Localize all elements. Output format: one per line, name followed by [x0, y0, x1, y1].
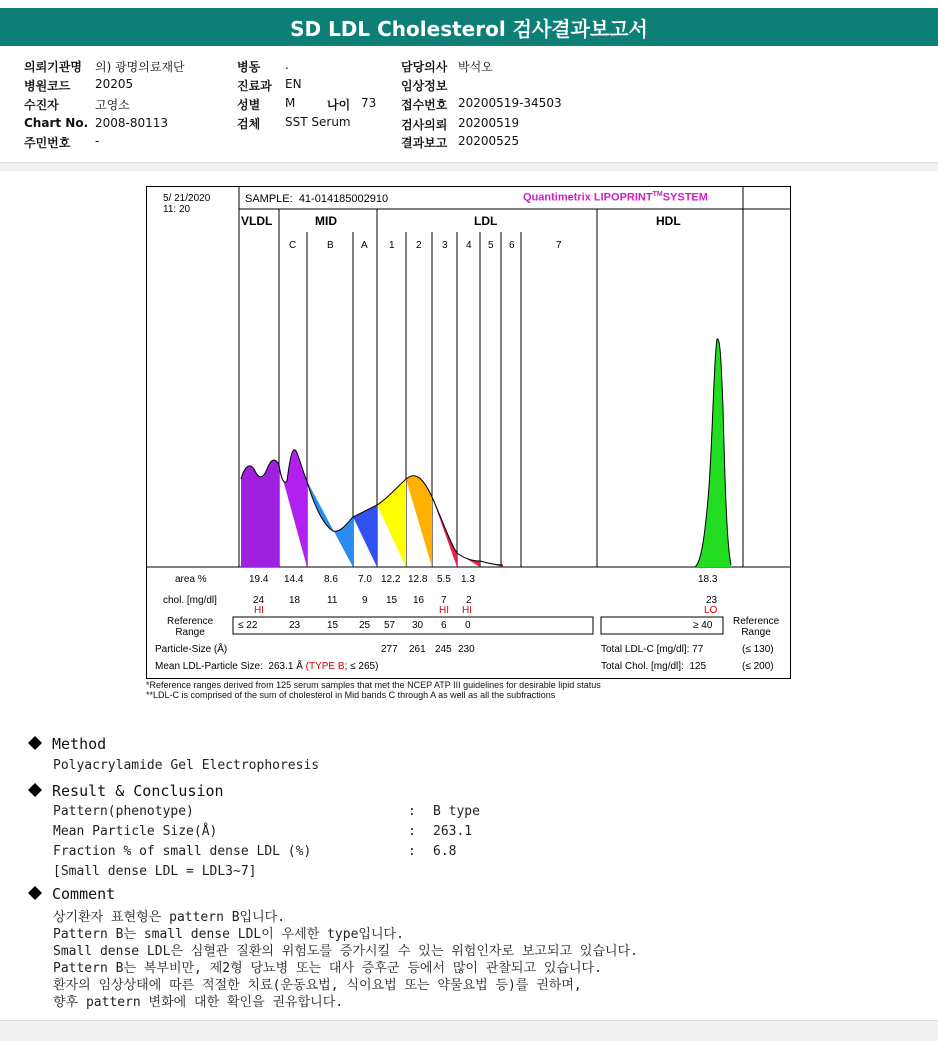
- total-ldlc: Total LDL-C [mg/dl]: 77: [601, 644, 704, 655]
- group-mid: MID: [315, 214, 337, 228]
- chol-value: 18: [289, 595, 301, 606]
- area-value: 12.8: [408, 574, 428, 585]
- result-row: Pattern(phenotype) : B type: [53, 804, 480, 819]
- info-patient: 수진자 고영소: [24, 98, 130, 112]
- chol-value: 16: [413, 595, 425, 606]
- ref-value: 30: [412, 620, 424, 631]
- info-report-date: 결과보고 20200525: [401, 134, 520, 150]
- ldl3-peak: [432, 497, 457, 567]
- diamond-bullet-icon: [28, 886, 42, 900]
- comment-line: 향후 pattern 변화에 대한 확인을 권유합니다.: [53, 995, 344, 1010]
- ref-value: 0: [465, 620, 471, 631]
- row-label-ref: Reference Range: [167, 616, 214, 638]
- info-institution: 의뢰기관명 의) 광명의료재단: [24, 60, 185, 74]
- diamond-bullet-icon: [28, 783, 42, 797]
- page-bottom-band: [0, 1020, 938, 1041]
- band-label: 7: [556, 240, 562, 251]
- comment-line: 환자의 임상상태에 따른 적절한 치료(운동요법, 식이요법 또는 약물요법 등)를 권하며,: [53, 978, 582, 993]
- vldl-peak: [241, 460, 279, 567]
- diamond-bullet-icon: [28, 736, 42, 750]
- band-label: C: [289, 240, 297, 251]
- area-value: 5.5: [437, 574, 451, 585]
- result-note: [Small dense LDL = LDL3~7]: [53, 864, 257, 879]
- flag-hi: HI: [439, 605, 449, 616]
- lipoprint-report: [146, 186, 791, 679]
- info-hospital-code: 병원코드 20205: [24, 77, 134, 93]
- psize-value: 277: [381, 644, 398, 655]
- info-age: 나이 73: [327, 96, 377, 112]
- band-label: 5: [488, 240, 494, 251]
- chol-value: 2: [466, 595, 472, 606]
- mid-a-peak: [353, 505, 377, 567]
- mean-ldl-size: Mean LDL-Particle Size: 263.1 Å (TYPE B; ≤ 265): [155, 661, 379, 672]
- band-separators: [239, 209, 743, 567]
- band-label: 2: [416, 240, 422, 251]
- band-label: 3: [442, 240, 448, 251]
- info-request-date: 검사의뢰 20200519: [401, 116, 520, 132]
- comment-line: Pattern B는 복부비만, 제2형 당뇨병 또는 대사 증후군 등에서 많이 관찰되고 있습니다.: [53, 961, 602, 976]
- area-value: 8.6: [324, 574, 338, 585]
- lipoprint-brand: Quantimetrix LIPOPRINT™SYSTEM: [523, 191, 708, 204]
- info-clinical: 임상정보: [401, 79, 448, 93]
- area-value: 12.2: [381, 574, 401, 585]
- flag-lo: LO: [704, 605, 718, 616]
- hdl-peak: [695, 339, 731, 567]
- group-ldl: LDL: [474, 214, 498, 228]
- info-sex: 성별 M: [237, 96, 296, 112]
- area-value-hdl: 18.3: [698, 574, 718, 585]
- band-label: B: [327, 240, 334, 251]
- chol-value: 11: [327, 595, 338, 606]
- chol-value: 7: [441, 595, 447, 606]
- result-row: Mean Particle Size(Å) : 263.1: [53, 824, 473, 839]
- total-chol-limit: (≤ 200): [742, 661, 774, 672]
- row-label-ref-right: Reference Range: [733, 616, 780, 638]
- row-label-chol: chol. [mg/dl]: [163, 595, 217, 606]
- psize-value: 245: [435, 644, 452, 655]
- patient-info-section: [0, 46, 938, 162]
- ldl1-peak: [377, 479, 406, 567]
- comment-line: Small dense LDL은 심혈관 질환의 위험도를 증가시킬 수 있는 위험인자로 보고되고 있습니다.: [53, 944, 638, 959]
- ref-value: 6: [441, 620, 447, 631]
- section-divider: [0, 162, 938, 171]
- info-resident-no: 주민번호 -: [24, 134, 100, 150]
- comment-line: 상기환자 표현형은 pattern B입니다.: [53, 910, 286, 925]
- group-hdl: HDL: [656, 214, 681, 228]
- method-heading: Method: [28, 735, 106, 753]
- comment-heading: Comment: [28, 885, 115, 903]
- info-department: 진료과 EN: [237, 77, 302, 93]
- report-title: SD LDL Cholesterol 검사결과보고서: [0, 8, 938, 46]
- flag-hi: HI: [462, 605, 472, 616]
- total-chol: Total Chol. [mg/dl]: 125: [601, 661, 707, 672]
- band-label: 4: [466, 240, 472, 251]
- info-receipt-no: 접수번호 20200519-34503: [401, 96, 562, 112]
- psize-value: 261: [409, 644, 426, 655]
- sample-label: SAMPLE: 41-014185002910: [245, 193, 389, 205]
- group-vldl: VLDL: [241, 214, 273, 228]
- report-time: 11: 20: [163, 204, 191, 215]
- comment-line: Pattern B는 small dense LDL이 우세한 type입니다.: [53, 927, 404, 942]
- chol-value: 9: [362, 595, 368, 606]
- area-value: 1.3: [461, 574, 475, 585]
- row-label-area: area %: [175, 574, 207, 585]
- mid-c-peak: [279, 450, 307, 567]
- flag-hi: HI: [254, 605, 264, 616]
- band-label: A: [361, 240, 368, 251]
- area-value: 7.0: [358, 574, 372, 585]
- footnote-2: **LDL-C is comprised of the sum of cholesterol in Mid bands C through A as well as all the subfractions: [146, 690, 556, 700]
- ref-value: ≤ 22: [238, 620, 258, 631]
- row-label-particle-size: Particle-Size (Å): [155, 644, 228, 655]
- chol-value: 24: [253, 595, 265, 606]
- electrophoresis-curve: [241, 339, 731, 567]
- method-text: Polyacrylamide Gel Electrophoresis: [53, 758, 320, 773]
- ref-value: 57: [384, 620, 396, 631]
- band-label: 1: [389, 240, 395, 251]
- chol-value: 15: [386, 595, 398, 606]
- ref-value: 15: [327, 620, 339, 631]
- result-heading: Result & Conclusion: [28, 782, 224, 800]
- total-ldlc-limit: (≤ 130): [742, 644, 774, 655]
- info-doctor: 담당의사 박석오: [401, 60, 493, 74]
- ref-value-hdl: ≥ 40: [693, 620, 713, 631]
- ref-value: 23: [289, 620, 301, 631]
- footnote-1: *Reference ranges derived from 125 serum samples that met the NCEP ATP III guidelines for desirable lipid status: [146, 680, 601, 690]
- report-date: 5/ 21/2020: [163, 193, 211, 204]
- area-value: 14.4: [284, 574, 304, 585]
- ref-value: 25: [359, 620, 371, 631]
- band-label: 6: [509, 240, 515, 251]
- result-row: Fraction % of small dense LDL (%) : 6.8: [53, 844, 457, 859]
- chol-value-hdl: 23: [706, 595, 718, 606]
- info-specimen: 검체 SST Serum: [237, 115, 351, 131]
- info-ward: 병동 .: [237, 58, 289, 74]
- info-chart-no: Chart No. 2008-80113: [24, 116, 169, 130]
- psize-value: 230: [458, 644, 475, 655]
- area-value: 19.4: [249, 574, 269, 585]
